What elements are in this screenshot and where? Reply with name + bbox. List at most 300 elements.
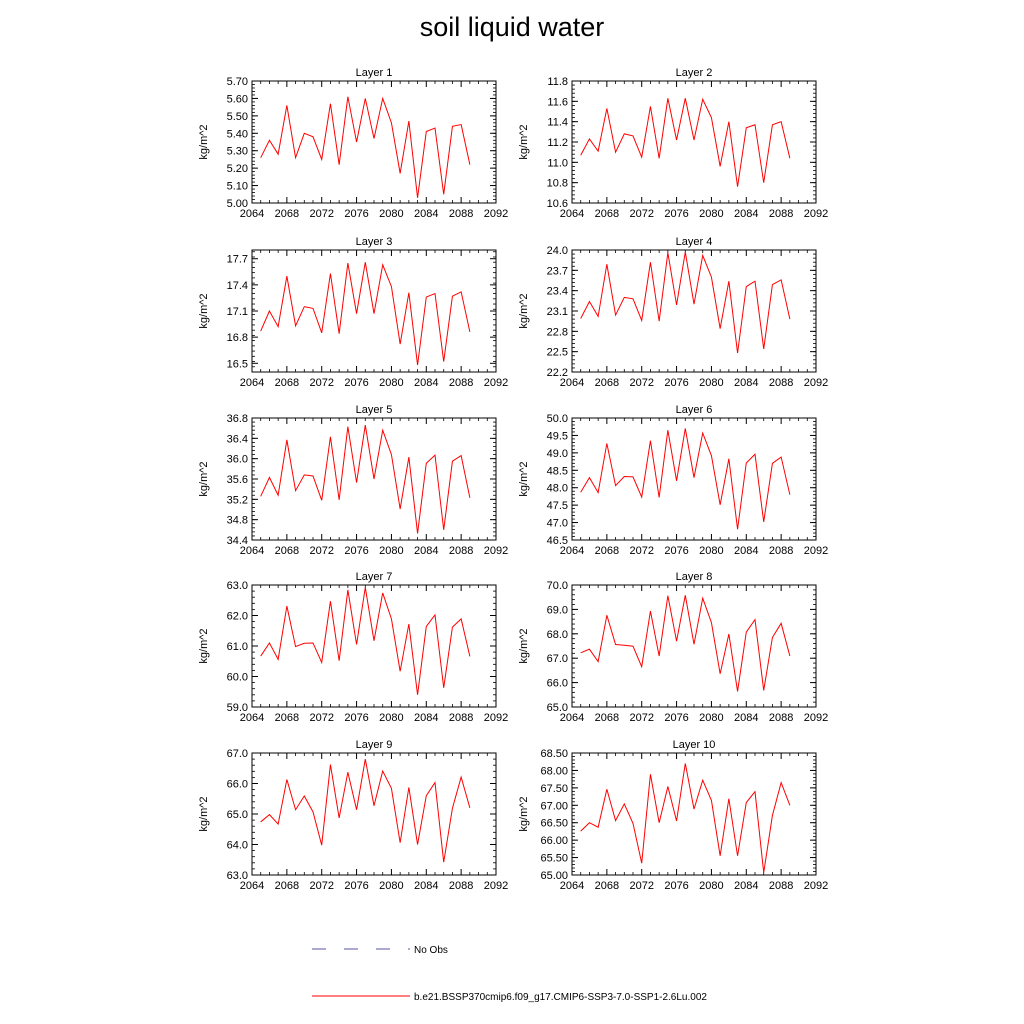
data-point (702, 99, 703, 100)
data-point (659, 497, 660, 498)
data-point (772, 284, 773, 285)
y-axis-label: kg/m^2 (518, 124, 530, 160)
data-point (676, 139, 677, 140)
data-point (373, 805, 374, 806)
data-point (330, 601, 331, 602)
panel-9 (198, 739, 508, 892)
data-point (373, 313, 374, 314)
data-point (598, 316, 599, 317)
data-point (260, 496, 261, 497)
x-tick-label: 2084 (734, 377, 759, 389)
data-point (408, 457, 409, 458)
data-point (426, 131, 427, 132)
data-point (659, 822, 660, 823)
data-point (382, 430, 383, 431)
data-point (781, 121, 782, 122)
series-line (261, 97, 470, 198)
y-tick-label: 35.2 (226, 494, 248, 507)
data-point (746, 127, 747, 128)
y-tick-label: 66.0 (546, 677, 568, 690)
data-point (632, 135, 633, 136)
data-point (598, 151, 599, 152)
data-point (667, 786, 668, 787)
series-line (581, 428, 790, 529)
y-tick-label: 69.0 (546, 604, 568, 617)
y-tick-label: 11.6 (547, 96, 568, 109)
y-tick-label: 11.2 (547, 137, 568, 149)
data-point (469, 164, 470, 165)
data-point (728, 633, 729, 634)
data-point (365, 425, 366, 426)
data-point (763, 348, 764, 349)
data-point (278, 326, 279, 327)
panel-title: Layer 9 (355, 739, 393, 751)
legend-obs-label: No Obs (414, 945, 448, 956)
y-tick-label: 47.5 (546, 500, 568, 513)
x-tick-label: 2080 (379, 545, 404, 557)
data-point (391, 454, 392, 455)
data-point (720, 673, 721, 674)
y-tick-label: 5.10 (226, 180, 248, 193)
y-tick-label: 60.0 (226, 671, 248, 684)
y-tick-label: 22.5 (546, 346, 568, 359)
x-tick-label: 2088 (768, 712, 794, 724)
data-point (426, 463, 427, 464)
data-point (391, 788, 392, 789)
data-point (365, 262, 366, 263)
data-point (278, 823, 279, 824)
x-tick-label: 2068 (594, 880, 620, 892)
data-point (321, 332, 322, 333)
data-point (589, 138, 590, 139)
data-point (781, 456, 782, 457)
data-point (720, 166, 721, 167)
data-point (452, 626, 453, 627)
data-point (685, 595, 686, 596)
data-point (321, 662, 322, 663)
data-point (269, 140, 270, 141)
x-tick-label: 2092 (803, 377, 829, 389)
data-point (312, 642, 313, 643)
data-point (426, 795, 427, 796)
x-tick-label: 2076 (344, 545, 369, 557)
data-point (676, 304, 677, 305)
data-point (278, 659, 279, 660)
y-tick-label: 35.6 (226, 474, 248, 486)
data-point (693, 477, 694, 478)
data-point (624, 645, 625, 646)
data-point (408, 292, 409, 293)
data-point (434, 614, 435, 615)
data-point (763, 690, 764, 691)
data-point (434, 782, 435, 783)
panel-7 (198, 571, 508, 724)
data-point (685, 251, 686, 252)
data-point (685, 763, 686, 764)
x-tick-label: 2064 (559, 880, 585, 892)
data-point (728, 281, 729, 282)
x-tick-label: 2084 (414, 208, 439, 220)
data-point (641, 497, 642, 498)
series-line (581, 595, 790, 691)
data-point (789, 494, 790, 495)
data-point (580, 155, 581, 156)
data-point (452, 808, 453, 809)
x-tick-label: 2076 (664, 880, 689, 892)
x-tick-label: 2092 (483, 712, 509, 724)
y-tick-label: 24.0 (546, 245, 568, 257)
y-tick-label: 46.5 (546, 535, 568, 547)
data-point (330, 273, 331, 274)
x-tick-label: 2080 (699, 377, 724, 389)
y-tick-label: 5.00 (226, 198, 248, 210)
data-point (452, 126, 453, 127)
x-tick-label: 2068 (594, 208, 620, 220)
data-point (278, 495, 279, 496)
x-tick-label: 2068 (594, 545, 620, 557)
y-tick-label: 23.7 (546, 265, 568, 278)
series-line (261, 587, 470, 694)
data-point (754, 791, 755, 792)
data-point (408, 120, 409, 121)
panel-4 (518, 236, 828, 389)
x-tick-label: 2092 (483, 545, 509, 557)
data-point (469, 497, 470, 498)
panel-1 (198, 67, 508, 220)
data-point (339, 660, 340, 661)
data-point (295, 325, 296, 326)
data-point (650, 262, 651, 263)
panel-title: Layer 5 (355, 404, 393, 416)
data-point (650, 611, 651, 612)
y-tick-label: 17.7 (226, 253, 248, 266)
y-tick-label: 50.0 (546, 413, 568, 425)
data-point (659, 158, 660, 159)
x-tick-label: 2072 (629, 377, 654, 389)
x-tick-label: 2080 (699, 208, 724, 220)
x-tick-label: 2088 (768, 880, 794, 892)
y-tick-label: 62.0 (226, 610, 248, 623)
x-tick-label: 2064 (559, 545, 585, 557)
data-point (330, 103, 331, 104)
plot-frame (252, 753, 496, 875)
data-point (659, 655, 660, 656)
x-tick-label: 2092 (483, 880, 509, 892)
data-point (685, 428, 686, 429)
data-point (711, 622, 712, 623)
y-tick-label: 63.0 (226, 870, 248, 882)
data-point (589, 649, 590, 650)
data-point (711, 455, 712, 456)
data-point (400, 344, 401, 345)
data-point (720, 504, 721, 505)
x-tick-label: 2088 (768, 545, 794, 557)
data-point (641, 863, 642, 864)
panel-title: Layer 7 (355, 571, 393, 583)
data-point (269, 477, 270, 478)
data-point (711, 277, 712, 278)
y-tick-label: 66.50 (540, 817, 568, 830)
data-point (434, 127, 435, 128)
data-point (737, 691, 738, 692)
x-tick-label: 2088 (768, 208, 794, 220)
x-tick-label: 2084 (414, 545, 439, 557)
data-point (321, 500, 322, 501)
y-tick-label: 11.4 (547, 116, 568, 129)
data-point (676, 641, 677, 642)
x-tick-label: 2072 (309, 208, 334, 220)
y-tick-label: 11.0 (547, 157, 568, 170)
x-tick-label: 2084 (734, 880, 759, 892)
x-tick-label: 2076 (664, 377, 689, 389)
data-point (312, 811, 313, 812)
data-point (269, 642, 270, 643)
y-tick-label: 65.00 (540, 870, 568, 882)
data-point (295, 490, 296, 491)
y-tick-label: 67.0 (226, 748, 248, 760)
data-point (373, 478, 374, 479)
data-point (650, 774, 651, 775)
data-point (737, 352, 738, 353)
y-tick-label: 10.6 (546, 198, 568, 210)
x-tick-label: 2064 (559, 377, 585, 389)
x-tick-label: 2064 (239, 712, 265, 724)
data-point (443, 862, 444, 863)
data-point (417, 844, 418, 845)
y-tick-label: 5.30 (226, 145, 248, 158)
plot-frame (572, 753, 816, 875)
data-point (667, 98, 668, 99)
y-tick-label: 48.5 (546, 465, 568, 478)
x-tick-label: 2064 (239, 208, 265, 220)
data-point (676, 480, 677, 481)
y-tick-label: 64.0 (226, 839, 248, 852)
y-tick-label: 68.50 (540, 748, 568, 760)
x-tick-label: 2084 (414, 712, 439, 724)
data-point (286, 439, 287, 440)
data-point (763, 521, 764, 522)
data-point (400, 173, 401, 174)
y-tick-label: 67.00 (540, 800, 568, 813)
y-tick-label: 10.8 (546, 177, 568, 190)
x-tick-label: 2088 (448, 880, 474, 892)
y-tick-label: 5.70 (226, 76, 248, 88)
data-point (659, 321, 660, 322)
data-point (781, 623, 782, 624)
data-point (400, 508, 401, 509)
data-point (417, 533, 418, 534)
x-tick-label: 2076 (664, 208, 689, 220)
data-point (330, 764, 331, 765)
data-point (702, 432, 703, 433)
data-point (685, 98, 686, 99)
data-point (789, 319, 790, 320)
data-point (312, 475, 313, 476)
x-tick-label: 2080 (379, 712, 404, 724)
data-point (772, 463, 773, 464)
y-tick-label: 65.50 (540, 852, 568, 865)
panel-5 (198, 404, 508, 557)
y-axis-label: kg/m^2 (198, 628, 210, 664)
y-tick-label: 23.4 (546, 285, 568, 298)
x-tick-label: 2080 (699, 545, 724, 557)
data-point (339, 333, 340, 334)
data-point (426, 626, 427, 627)
data-point (746, 462, 747, 463)
data-point (580, 318, 581, 319)
data-point (321, 159, 322, 160)
series-line (581, 98, 790, 186)
y-tick-label: 68.0 (546, 628, 568, 641)
data-point (746, 286, 747, 287)
data-point (702, 598, 703, 599)
x-tick-label: 2072 (629, 208, 654, 220)
data-point (391, 618, 392, 619)
data-point (702, 255, 703, 256)
y-axis-label: kg/m^2 (518, 796, 530, 832)
data-point (382, 98, 383, 99)
y-tick-label: 68.00 (540, 765, 568, 778)
data-point (580, 830, 581, 831)
data-point (426, 296, 427, 297)
data-point (295, 646, 296, 647)
data-point (641, 320, 642, 321)
data-point (772, 124, 773, 125)
data-point (339, 499, 340, 500)
data-point (615, 820, 616, 821)
y-tick-label: 5.40 (226, 128, 248, 141)
y-tick-label: 22.8 (546, 326, 568, 339)
data-point (737, 186, 738, 187)
data-point (589, 822, 590, 823)
data-point (720, 855, 721, 856)
x-tick-label: 2084 (734, 545, 759, 557)
data-point (312, 308, 313, 309)
data-point (606, 789, 607, 790)
data-point (260, 157, 261, 158)
data-point (434, 455, 435, 456)
x-tick-label: 2092 (803, 208, 829, 220)
data-point (365, 98, 366, 99)
data-point (589, 301, 590, 302)
panel-title: Layer 4 (675, 236, 713, 248)
x-tick-label: 2084 (414, 377, 439, 389)
panel-title: Layer 3 (355, 236, 393, 248)
x-tick-label: 2064 (239, 377, 265, 389)
y-axis-label: kg/m^2 (518, 293, 530, 329)
data-point (408, 787, 409, 788)
x-tick-label: 2064 (239, 880, 265, 892)
x-tick-label: 2084 (734, 208, 759, 220)
panel-2 (518, 67, 828, 220)
data-point (260, 821, 261, 822)
data-point (667, 252, 668, 253)
x-tick-label: 2076 (344, 712, 369, 724)
data-point (286, 605, 287, 606)
data-point (452, 296, 453, 297)
data-point (347, 426, 348, 427)
data-point (400, 842, 401, 843)
y-tick-label: 49.0 (546, 447, 568, 460)
y-tick-label: 63.0 (226, 580, 248, 592)
data-point (711, 117, 712, 118)
data-point (624, 133, 625, 134)
y-tick-label: 23.1 (546, 306, 568, 318)
x-tick-label: 2068 (274, 880, 300, 892)
y-tick-label: 65.0 (226, 809, 248, 821)
data-point (624, 476, 625, 477)
data-point (373, 138, 374, 139)
x-tick-label: 2092 (483, 208, 509, 220)
y-tick-label: 36.0 (226, 453, 248, 466)
x-tick-label: 2076 (344, 880, 369, 892)
data-point (702, 780, 703, 781)
y-tick-label: 34.8 (226, 514, 248, 527)
data-point (373, 640, 374, 641)
data-point (347, 96, 348, 97)
data-point (461, 124, 462, 125)
series-line (581, 252, 790, 353)
y-tick-label: 36.4 (226, 433, 248, 446)
data-point (452, 461, 453, 462)
data-point (304, 133, 305, 134)
x-tick-label: 2088 (448, 545, 474, 557)
data-point (443, 687, 444, 688)
y-tick-label: 16.5 (226, 358, 248, 371)
series-line (261, 262, 470, 365)
x-tick-label: 2088 (448, 208, 474, 220)
data-point (632, 298, 633, 299)
y-tick-label: 49.5 (546, 430, 568, 443)
panel-title: Layer 6 (675, 404, 713, 416)
data-point (260, 655, 261, 656)
x-tick-label: 2080 (699, 880, 724, 892)
data-point (728, 121, 729, 122)
y-tick-label: 66.00 (540, 835, 568, 848)
data-point (382, 592, 383, 593)
data-point (417, 364, 418, 365)
y-axis-label: kg/m^2 (518, 628, 530, 664)
data-point (269, 814, 270, 815)
data-point (781, 279, 782, 280)
y-tick-label: 17.1 (226, 306, 248, 318)
data-point (641, 157, 642, 158)
y-tick-label: 11.8 (547, 76, 568, 88)
data-point (580, 492, 581, 493)
x-tick-label: 2072 (309, 712, 334, 724)
y-tick-label: 22.2 (546, 367, 568, 379)
data-point (754, 454, 755, 455)
data-point (461, 291, 462, 292)
y-tick-label: 5.50 (226, 110, 248, 123)
y-tick-label: 5.20 (226, 163, 248, 176)
panel-title: Layer 2 (675, 67, 713, 79)
x-tick-label: 2088 (448, 377, 474, 389)
y-tick-label: 36.8 (226, 413, 248, 425)
data-point (469, 331, 470, 332)
data-point (312, 136, 313, 137)
data-point (443, 361, 444, 362)
x-tick-label: 2088 (768, 377, 794, 389)
data-point (737, 529, 738, 530)
x-tick-label: 2080 (379, 377, 404, 389)
y-tick-label: 70.0 (546, 580, 568, 592)
data-point (408, 623, 409, 624)
data-point (347, 262, 348, 263)
x-tick-label: 2068 (594, 712, 620, 724)
data-point (580, 652, 581, 653)
data-point (304, 474, 305, 475)
